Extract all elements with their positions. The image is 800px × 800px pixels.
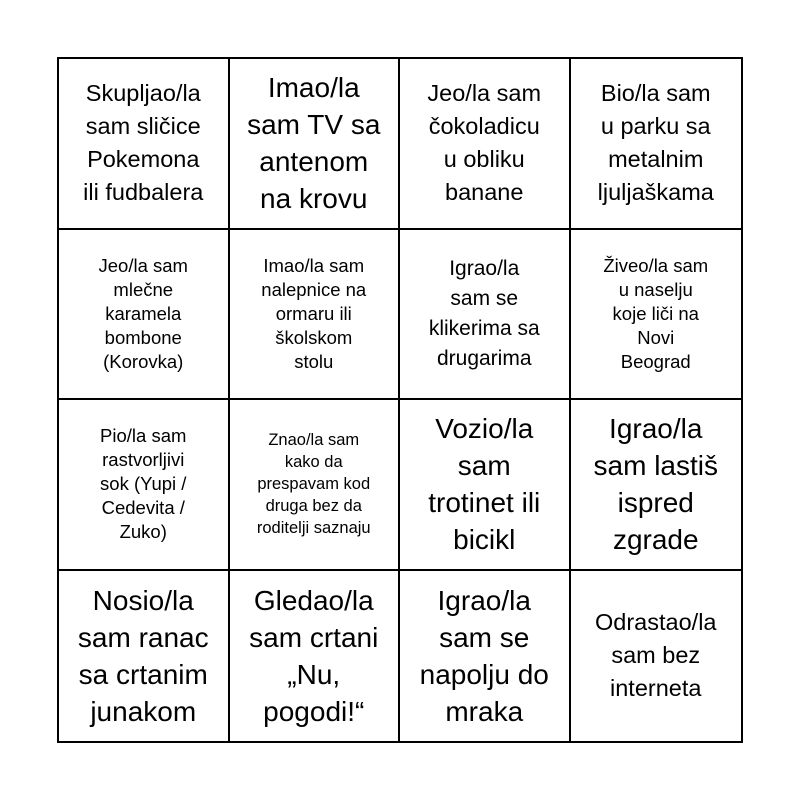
bingo-cell-text: Nosio/la sam ranac sa crtanim junakom xyxy=(77,584,209,727)
bingo-cell-text: Gledao/la sam crtani „Nu, pogodi!“ xyxy=(249,584,379,727)
bingo-board xyxy=(57,57,743,743)
bingo-cell-text: Živeo/la sam u naselju koje liči na Novi Beograd xyxy=(603,254,709,372)
bingo-cell[interactable] xyxy=(59,230,230,401)
bingo-cell[interactable] xyxy=(571,59,742,230)
bingo-cell[interactable] xyxy=(230,571,401,742)
bingo-cell-text: Odrastao/la sam bez interneta xyxy=(595,609,717,702)
bingo-cell-text: Skupljao/la sam sličice Pokemona ili fudbalera xyxy=(83,80,204,206)
bingo-cell-text: Imao/la sam TV sa antenom na krovu xyxy=(247,72,381,215)
bingo-cell-text: Znao/la sam kako da prespavam kod druga bez da roditelji saznaju xyxy=(256,431,371,538)
bingo-cell[interactable] xyxy=(230,400,401,571)
bingo-cell-text: Pio/la sam rastvorljivi sok (Yupi / Cedevita / Zuko) xyxy=(100,425,187,543)
bingo-cell[interactable] xyxy=(400,400,571,571)
bingo-cell[interactable] xyxy=(400,230,571,401)
bingo-cell-text: Jeo/la sam čokoladicu u obliku banane xyxy=(427,80,542,206)
bingo-cell[interactable] xyxy=(59,59,230,230)
bingo-cell-text: Vozio/la sam trotinet ili bicikl xyxy=(428,413,541,556)
bingo-cell[interactable] xyxy=(571,571,742,742)
bingo-cell-text: Igrao/la sam se napolju do mraka xyxy=(419,584,549,727)
bingo-cell[interactable] xyxy=(59,571,230,742)
bingo-cell-text: Jeo/la sam mlečne karamela bombone (Korovka) xyxy=(98,254,188,372)
bingo-cell-text: Imao/la sam nalepnice na ormaru ili školskom stolu xyxy=(261,254,367,372)
bingo-cell[interactable] xyxy=(400,571,571,742)
bingo-cell[interactable] xyxy=(571,230,742,401)
bingo-cell[interactable] xyxy=(230,230,401,401)
bingo-cell[interactable] xyxy=(400,59,571,230)
bingo-cell[interactable] xyxy=(571,400,742,571)
bingo-cell-text: Bio/la sam u parku sa metalnim ljuljaškama xyxy=(597,80,714,206)
bingo-cell-text: Igrao/la sam se klikerima sa drugarima xyxy=(428,256,540,370)
bingo-cell[interactable] xyxy=(59,400,230,571)
bingo-cell[interactable] xyxy=(230,59,401,230)
bingo-cell-text: Igrao/la sam lastiš ispred zgrade xyxy=(593,413,718,556)
